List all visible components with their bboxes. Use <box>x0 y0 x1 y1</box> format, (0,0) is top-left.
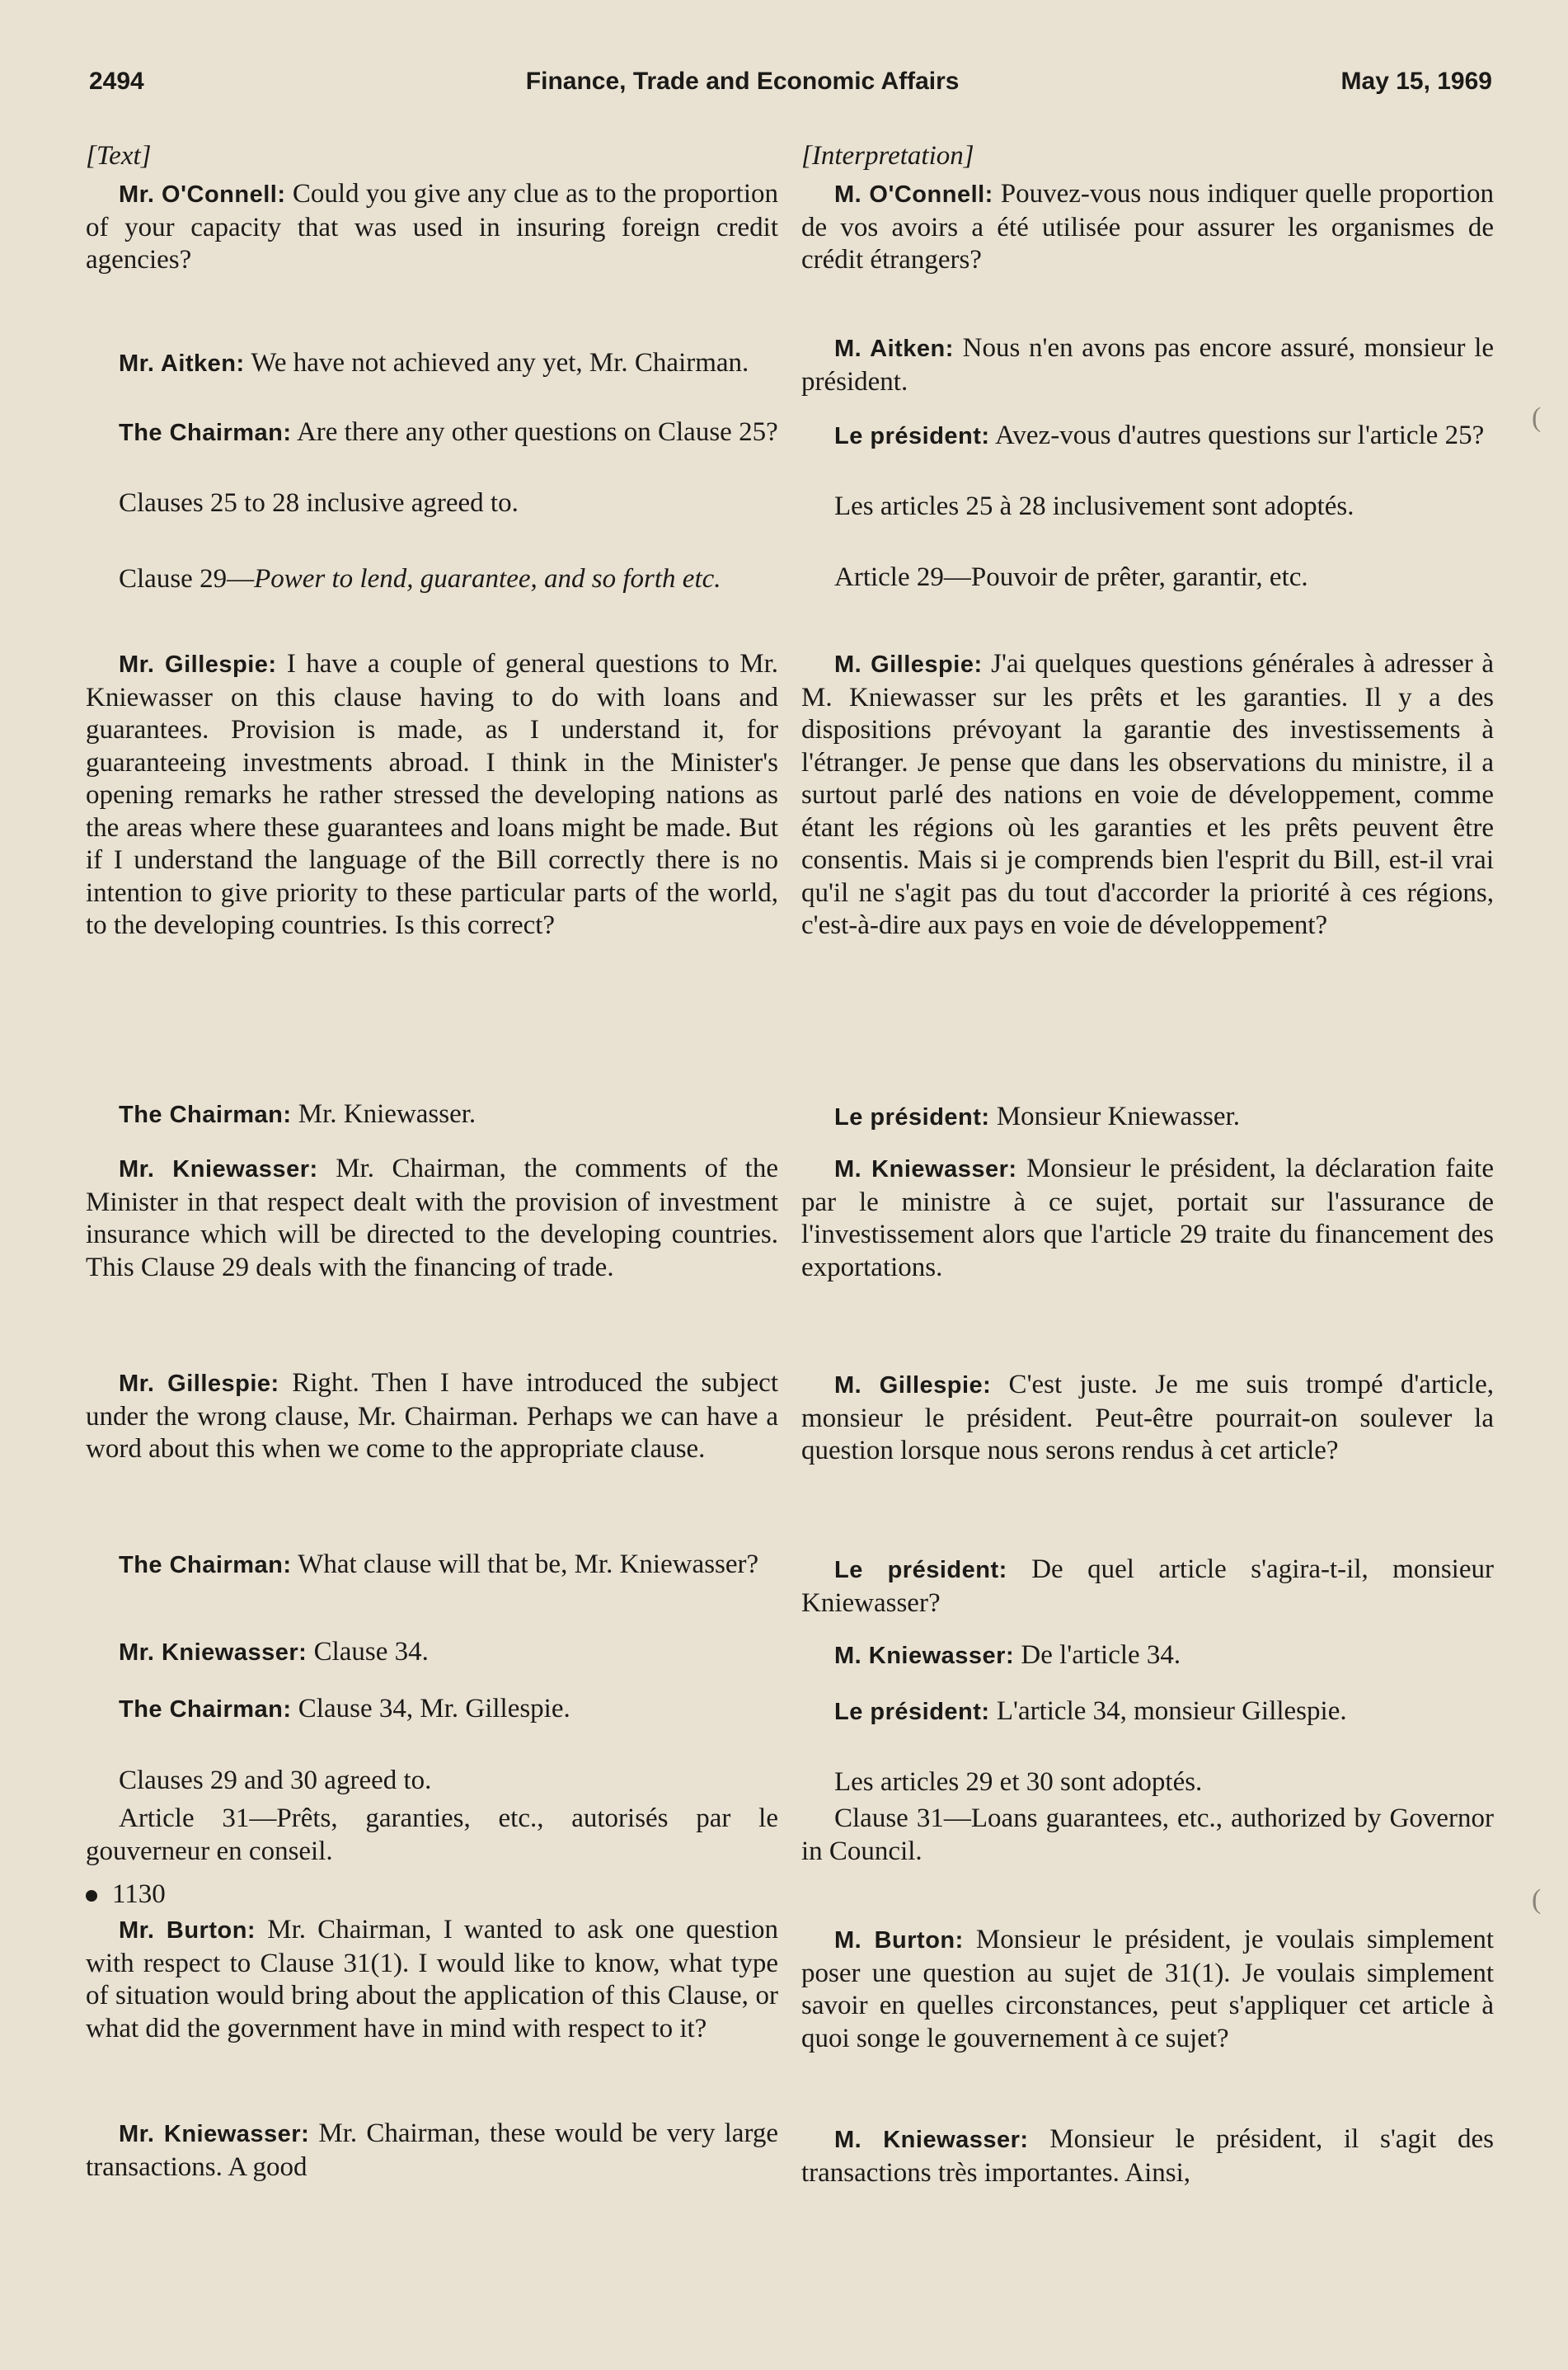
transcript-paragraph: M. Kniewasser: Monsieur le président, la déclaration faite par le ministre à ce sujet, portait sur l'assurance de l'investissement alors que l'article 29 traite du financement des exportations. <box>801 1154 1494 1282</box>
transcript-paragraph: Mr. Gillespie: I have a couple of general questions to Mr. Kniewasser on this clause having to do with loans and guarantees. Provision is made, as I understand it, for guaranteeing investments abroad. I think in the Minister's opening remarks he rather stressed the developing nations as the areas where these guarantees and loans might be made. But if I understand the language of the Bill correctly there is no intention to give priority to these particular parts of the world, to the developing countries. Is this correct? <box>86 649 779 940</box>
transcript-paragraph: M. Gillespie: C'est juste. Je me suis trompé d'article, monsieur le président. Peut-être pourrait-on soulever la question lorsque nous serons rendus à cet article? <box>801 1370 1494 1465</box>
column-heading: [Text] <box>86 141 152 171</box>
transcript-paragraph: M. Burton: Monsieur le président, je voulais simplement poser une question au sujet de 31(1). Je voulais simplement savoir en quelles circonstances, peut s'appliquer cet article à quoi songe le gouvernement à ce sujet? <box>801 1925 1494 2053</box>
transcript-paragraph: M. Aitken: Nous n'en avons pas encore assuré, monsieur le président. <box>801 333 1495 397</box>
clause-heading: Article 29—Pouvoir de prêter, garantir, etc. <box>834 562 1308 592</box>
transcript-paragraph: The Chairman: Mr. Kniewasser. <box>119 1099 477 1129</box>
transcript-paragraph: Le président: Avez-vous d'autres questions sur l'article 25? <box>834 421 1485 450</box>
transcript-paragraph: M. O'Connell: Pouvez-vous nous indiquer quelle proportion de vos avoirs a été utilisée pour assurer les organismes de crédit étrangers? <box>801 179 1494 275</box>
transcript-paragraph: M. Gillespie: J'ai quelques questions générales à adresser à M. Kniewasser sur les prêts et les garanties. Il y a des dispositions prévoyant la garantie des investissements à l'étranger. Je pense que dans les observations du ministre, il a surtout parlé des nations en voie de développement, comme étant les régions où les garanties et les prêts peuvent être consentis. Mais si je comprends bien l'esprit du Bill, est-il vrai qu'il ne s'agit pas du tout d'accorder la priorité à ces régions, c'est-à-dire aux pays en voie de développement? <box>801 649 1494 940</box>
transcript-paragraph: The Chairman: Clause 34, Mr. Gillespie. <box>119 1694 570 1723</box>
clause-heading: Article 31—Prêts, garanties, etc., autorisés par le gouverneur en conseil. <box>86 1803 778 1866</box>
running-title: Finance, Trade and Economic Affairs <box>525 68 960 95</box>
transcript-paragraph: Mr. Kniewasser: Clause 34. <box>119 1637 429 1667</box>
page-header <box>89 68 1492 96</box>
margin-bracket-icon: ( <box>1532 1884 1542 1915</box>
procedural-note: Clauses 25 to 28 inclusive agreed to. <box>119 488 519 518</box>
procedural-note: Les articles 29 et 30 sont adoptés. <box>834 1767 1203 1797</box>
transcript-paragraph: Le président: Monsieur Kniewasser. <box>834 1102 1240 1131</box>
page-number: 2494 <box>89 68 144 95</box>
time-marker: 1130 <box>86 1879 778 1912</box>
transcript-paragraph: Mr. Kniewasser: Mr. Chairman, these would be very large transactions. A good <box>86 2118 778 2182</box>
transcript-paragraph: Mr. Kniewasser: Mr. Chairman, the comments of the Minister in that respect dealt with the provision of investment insurance which will be directed to the developing countries. This Clause 29 deals with the financing of trade. <box>86 1154 778 1282</box>
transcript-paragraph: M. Kniewasser: Monsieur le président, il s'agit des transactions très importantes. Ainsi, <box>801 2124 1494 2188</box>
procedural-note: Clauses 29 and 30 agreed to. <box>119 1766 432 1795</box>
transcript-paragraph: Mr. Aitken: We have not achieved any yet, Mr. Chairman. <box>119 348 749 378</box>
transcript-paragraph: Mr. Burton: Mr. Chairman, I wanted to ask one question with respect to Clause 31(1). I would like to know, what type of situation would bring about the application of this Clause, or what did the government have in mind with respect to it? <box>86 1915 778 2043</box>
transcript-paragraph: Le président: L'article 34, monsieur Gillespie. <box>834 1696 1347 1726</box>
page-date: May 15, 1969 <box>1340 68 1492 95</box>
transcript-paragraph: The Chairman: Are there any other questions on Clause 25? <box>119 417 778 447</box>
transcript-paragraph: M. Kniewasser: De l'article 34. <box>834 1640 1181 1670</box>
margin-bracket-icon: ( <box>1532 402 1542 433</box>
clause-heading: Clause 31—Loans guarantees, etc., authorized by Governor in Council. <box>801 1803 1494 1866</box>
procedural-note: Les articles 25 à 28 inclusivement sont adoptés. <box>834 491 1354 521</box>
clause-heading: Clause 29—Power to lend, guarantee, and so forth etc. <box>119 564 721 594</box>
transcript-paragraph: Le président: De quel article s'agira-t-il, monsieur Kniewasser? <box>801 1554 1494 1618</box>
transcript-paragraph: Mr. Gillespie: Right. Then I have introduced the subject under the wrong clause, Mr. Chairman. Perhaps we can have a word about this when we come to the appropriate clause. <box>86 1368 778 1464</box>
transcript-paragraph: Mr. O'Connell: Could you give any clue as to the proportion of your capacity that was used in insuring foreign credit agencies? <box>86 179 778 275</box>
bullet-icon <box>86 1890 97 1902</box>
column-heading: [Interpretation] <box>801 141 974 171</box>
transcript-paragraph: The Chairman: What clause will that be, Mr. Kniewasser? <box>119 1549 759 1579</box>
